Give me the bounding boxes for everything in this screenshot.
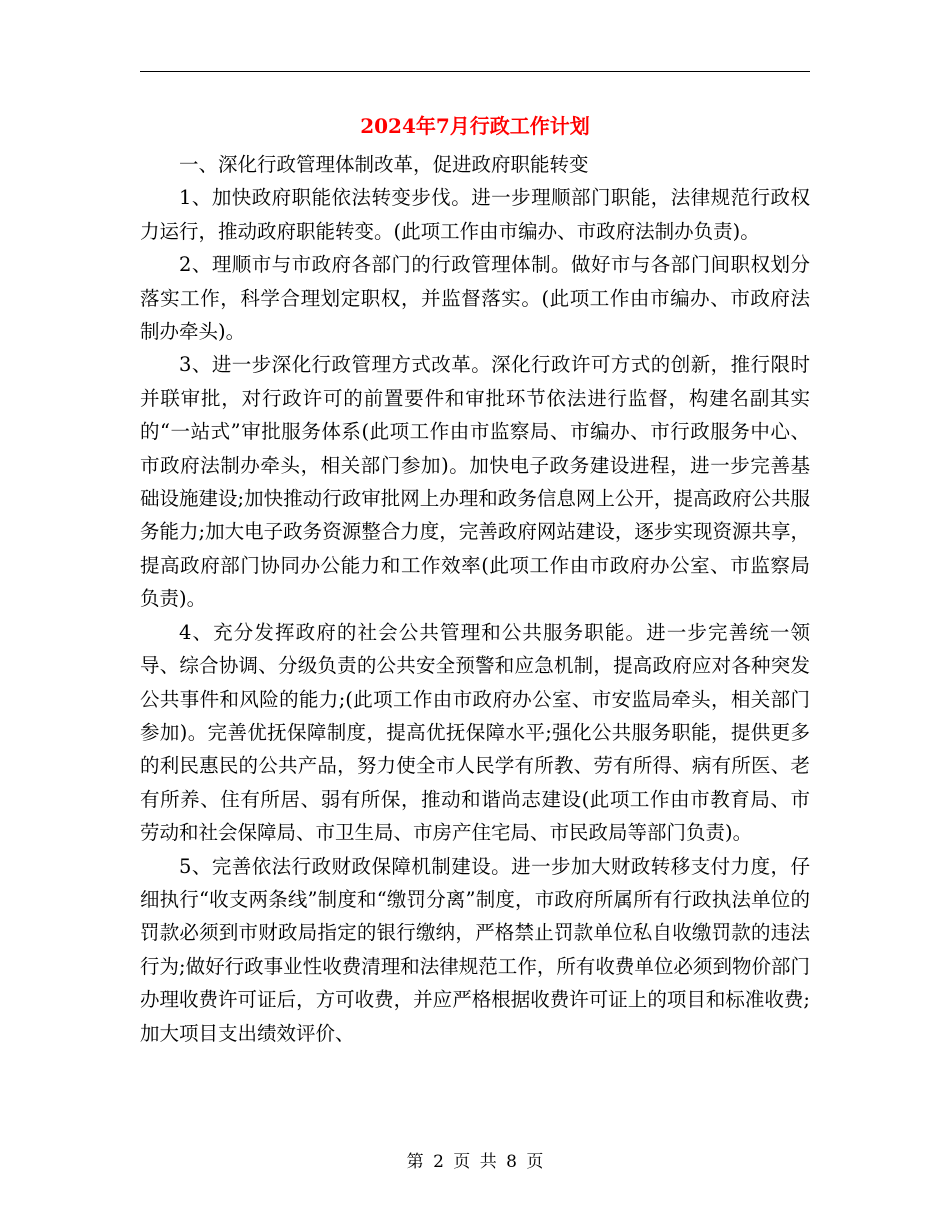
paragraph-item-1: 1、加快政府职能依法转变步伐。进一步理顺部门职能，法律规范行政权力运行，推动政府职能转变。(此项工作由市编办、市政府法制办负责)。 — [140, 186, 810, 243]
section-heading-1: 一、深化行政管理体制改革，促进政府职能转变 — [179, 153, 589, 176]
header-rule — [140, 71, 810, 72]
document-title: 2024年7月行政工作计划 — [360, 114, 590, 138]
paragraph-item-4: 4、充分发挥政府的社会公共管理和公共服务职能。进一步完善统一领导、综合协调、分级负责的公共安全预警和应急机制，提高政府应对各种突发公共事件和风险的能力;(此项工作由市政府办公室、市安监局牵头，相关部门参加)。完善优抚保障制度，提高优抚保障水平;强化公共服务职能，提供更多的利民惠民的公共产品，努力使全市人民学有所教、劳有所得、病有所医、老有所养、住有所居、弱有所保，推动和谐尚志建设(此项工作由市教育局、市劳动和社会保障局、市卫生局、市房产住宅局、市民政局等部门负责)。 — [140, 620, 810, 845]
paragraph-item-3: 3、进一步深化行政管理方式改革。深化行政许可方式的创新，推行限时并联审批，对行政许可的前置要件和审批环节依法进行监督，构建名副其实的“一站式”审批服务体系(此项工作由市监察局、市编办、市行政服务中心、市政府法制办牵头，相关部门参加)。加快电子政务建设进程，进一步完善基础设施建设;加快推动行政审批网上办理和政务信息网上公开，提高政府公共服务能力;加大电子政务资源整合力度，完善政府网站建设，逐步实现资源共享，提高政府部门协同办公能力和工作效率(此项工作由市政府办公室、市监察局负责)。 — [140, 353, 810, 611]
paragraph-item-2: 2、理顺市与市政府各部门的行政管理体制。做好市与各部门间职权划分落实工作，科学合理划定职权，并监督落实。(此项工作由市编办、市政府法制办牵头)。 — [140, 253, 810, 344]
document-body — [140, 148, 810, 1050]
page-number-footer: 第 2 页 共 8 页 — [406, 1152, 544, 1172]
paragraph-item-5: 5、完善依法行政财政保障机制建设。进一步加大财政转移支付力度，仔细执行“收支两条线”制度和“缴罚分离”制度，市政府所属所有行政执法单位的罚款必须到市财政局指定的银行缴纳，严格禁止罚款单位私自收缴罚款的违法行为;做好行政事业性收费清理和法律规范工作，所有收费单位必须到物价部门办理收费许可证后，方可收费，并应严格根据收费许可证上的项目和标准收费;加大项目支出绩效评价、 — [140, 854, 810, 1045]
